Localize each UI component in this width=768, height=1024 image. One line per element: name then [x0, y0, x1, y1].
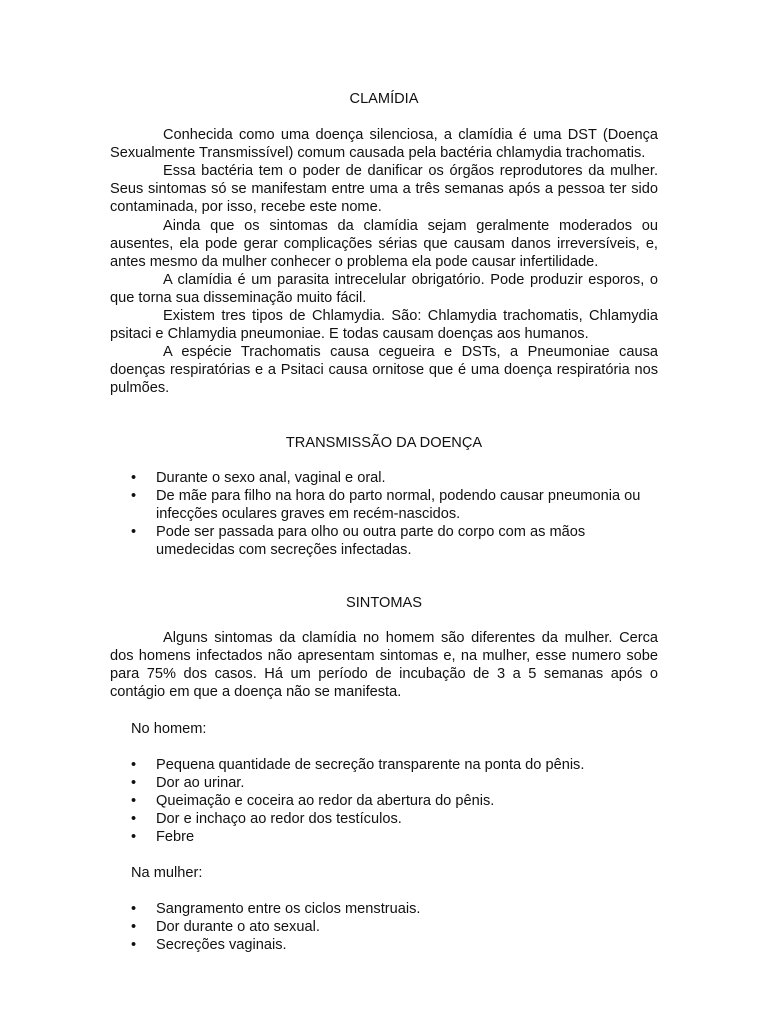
document-title: CLAMÍDIA — [349, 91, 419, 107]
list-item-text: Pequena quantidade de secreção transparente na ponta do pênis. — [156, 756, 585, 773]
bullet-icon: • — [131, 469, 137, 486]
list-item-text: Queimação e coceira ao redor da abertura do pênis. — [156, 792, 495, 809]
list-item — [110, 469, 658, 487]
women-subheading: Na mulher: — [131, 865, 203, 882]
intro-paragraph-1: Conhecida como uma doença silenciosa, a clamídia é uma DST (Doença Sexualmente Transmissível) comum causada pela bactéria chlamydia trachomatis. — [110, 127, 658, 162]
list-item — [110, 828, 658, 846]
symptoms-paragraph: Alguns sintomas da clamídia no homem são diferentes da mulher. Cerca dos homens infectados não apresentam sintomas e, na mulher, esse numero sobe para 75% dos casos. Há um período de incubação de 3 a 5 semanas após o contágio em que a doença não se manifesta. — [110, 630, 658, 701]
list-item-text: Secreções vaginais. — [156, 937, 287, 954]
men-symptoms-list — [110, 756, 658, 846]
list-item — [110, 487, 658, 523]
symptoms-heading: SINTOMAS — [346, 595, 422, 612]
list-item — [110, 900, 658, 918]
transmission-heading: TRANSMISSÃO DA DOENÇA — [285, 434, 483, 451]
document-page — [110, 90, 658, 954]
intro-paragraph-4: A clamídia é um parasita intrecelular obrigatório. Pode produzir esporos, o que torna sua disseminação muito fácil. — [110, 271, 658, 306]
list-item-text: Dor durante o ato sexual. — [156, 919, 320, 936]
list-item-text: Durante o sexo anal, vaginal e oral. — [156, 469, 386, 486]
list-item — [110, 936, 658, 954]
men-subheading: No homem: — [131, 720, 207, 737]
list-item-text: Dor e inchaço ao redor dos testículos. — [156, 810, 402, 827]
list-item — [110, 523, 658, 559]
transmission-list — [110, 469, 658, 559]
bullet-icon: • — [131, 919, 137, 936]
intro-paragraph-6: A espécie Trachomatis causa cegueira e DSTs, a Pneumoniae causa doenças respiratórias e a Psitaci causa ornitose que é uma doença respiratória nos pulmões. — [110, 344, 658, 397]
women-symptoms-list — [110, 900, 658, 954]
intro-paragraph-3: Ainda que os sintomas da clamídia sejam geralmente moderados ou ausentes, ela pode gerar complicações sérias que causam danos irreversíveis, e, antes mesmo da mulher conhecer o problema ela pode causar infertilidade. — [110, 217, 658, 270]
bullet-icon: • — [131, 901, 137, 918]
list-item-text: Pode ser passada para olho ou outra parte do corpo com as mãos umedecidas com secreções infectadas. — [156, 523, 586, 558]
list-item-text: Sangramento entre os ciclos menstruais. — [156, 901, 421, 918]
list-item-text: De mãe para filho na hora do parto normal, podendo causar pneumonia ou infecções oculares graves em recém-nascidos. — [156, 487, 641, 522]
bullet-icon: • — [131, 487, 137, 504]
bullet-icon: • — [131, 523, 137, 540]
intro-paragraph-2: Essa bactéria tem o poder de danificar os órgãos reprodutores da mulher. Seus sintomas só se manifestam entre uma a três semanas após a pessoa ter sido contaminada, por isso, recebe este nome. — [110, 163, 658, 216]
bullet-icon: • — [131, 829, 137, 845]
list-item — [110, 756, 658, 774]
bullet-icon: • — [131, 756, 137, 773]
list-item — [110, 774, 658, 792]
list-item — [110, 918, 658, 936]
list-item — [110, 792, 658, 810]
bullet-icon: • — [131, 937, 137, 954]
bullet-icon: • — [131, 810, 137, 827]
intro-section — [110, 126, 658, 397]
bullet-icon: • — [131, 774, 137, 791]
list-item — [110, 810, 658, 828]
list-item-text: Febre — [156, 829, 195, 845]
intro-paragraph-5: Existem tres tipos de Chlamydia. São: Chlamydia trachomatis, Chlamydia psitaci e Chlamydia pneumoniae. E todas causam doenças aos humanos. — [110, 308, 658, 343]
list-item-text: Dor ao urinar. — [156, 774, 245, 791]
bullet-icon: • — [131, 792, 137, 809]
